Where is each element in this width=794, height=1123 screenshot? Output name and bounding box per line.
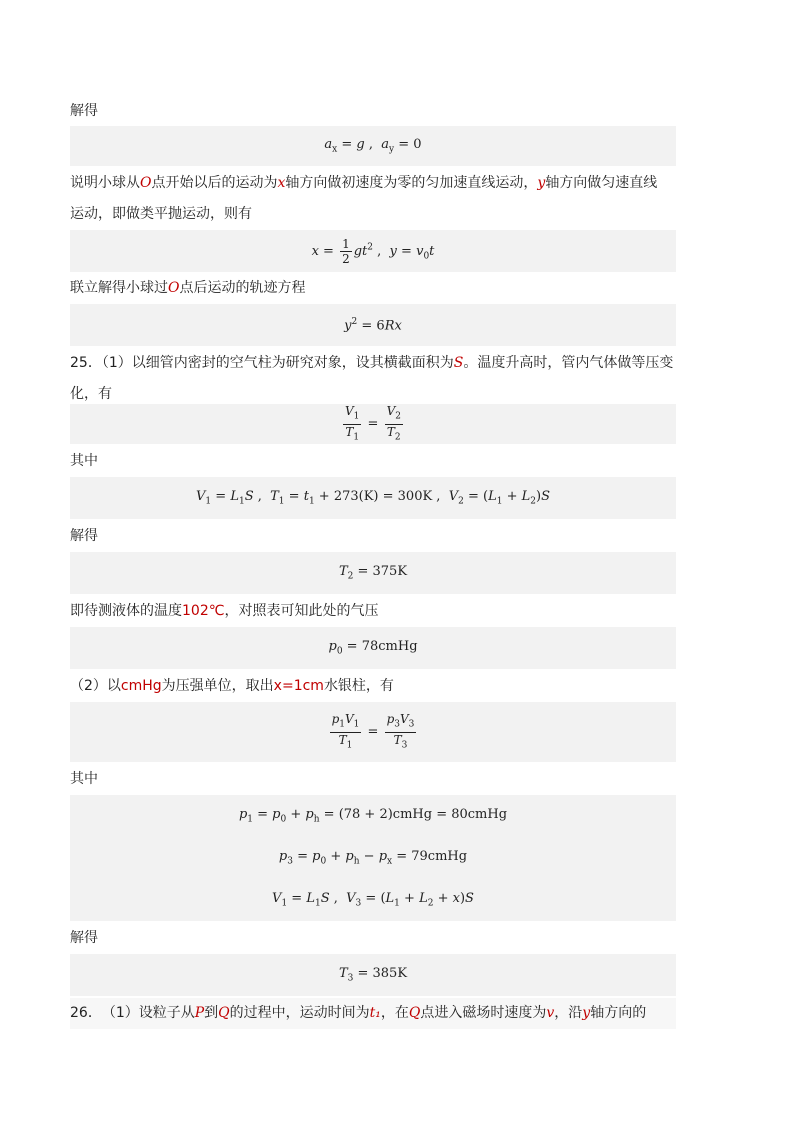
- text: 轴方向做初速度为零的匀加速直线运动，: [285, 175, 538, 191]
- text: 。温度升高时，管内气体做等压变: [463, 355, 674, 371]
- text-line: [70, 521, 676, 552]
- text: （2）以: [70, 678, 121, 694]
- text: ，沿: [554, 1005, 583, 1021]
- equation: $p_3 = p_0 + p_h - p_x$ = 79cmHg: [278, 849, 468, 867]
- text: 点后运动的轨迹方程: [179, 280, 306, 296]
- math-symbol: Q: [218, 1005, 230, 1021]
- equation: $a_x = g$ , $a_y = 0$: [324, 137, 422, 155]
- text: 联立解得小球过: [70, 280, 168, 296]
- text-line: [70, 998, 676, 1029]
- text-line: [70, 96, 676, 126]
- text-line: [70, 596, 676, 627]
- equation-block: [70, 552, 676, 594]
- text: 即待测液体的温度: [70, 603, 182, 619]
- math-symbol: t₁: [369, 1005, 381, 1021]
- text-line: [70, 348, 676, 379]
- equation-block: [70, 404, 676, 444]
- math-symbol: v: [546, 1005, 555, 1021]
- highlighted-value: cmHg: [120, 678, 162, 694]
- equation: $y^2 = 6Rx$: [344, 316, 402, 334]
- math-symbol: y: [537, 175, 546, 191]
- text: 的过程中，运动时间为: [229, 1005, 370, 1021]
- text: 水银柱，有: [323, 678, 394, 694]
- equation: x = $\frac{1}{2}$ $gt^2$ , $y = v_0t$: [311, 236, 435, 266]
- equation-block: [70, 954, 676, 996]
- equation-block: [70, 627, 676, 669]
- text: 为压强单位，取出: [161, 678, 274, 694]
- text: 轴方向的: [590, 1005, 647, 1021]
- math-symbol: O: [140, 175, 152, 191]
- text: ，在: [380, 1005, 409, 1021]
- text-line: [70, 671, 676, 702]
- text: 化，有: [70, 386, 112, 402]
- text: 26． （1）设粒子从: [70, 1005, 195, 1021]
- text: 25．（1）以细管内密封的空气柱为研究对象，设其横截面积为: [70, 355, 454, 371]
- text: 解得: [70, 528, 98, 544]
- equation: $V_1 = L_1S$ , $V_3 = (L_1 + L_2 + x)S$: [272, 891, 474, 909]
- equation-block: [70, 477, 676, 519]
- text: 点开始以后的运动为: [151, 175, 278, 191]
- text: 其中: [70, 453, 98, 469]
- math-symbol: O: [168, 280, 180, 296]
- equation: $T_3 = 385K$: [338, 966, 408, 984]
- text: 运动，即做类平抛运动，则有: [70, 206, 252, 222]
- highlighted-value: 102℃: [182, 603, 225, 619]
- text-line: [70, 764, 676, 795]
- equation-block: [70, 304, 676, 346]
- text-line: [70, 199, 676, 230]
- text: 解得: [70, 103, 98, 119]
- text-line: [70, 446, 676, 477]
- equation: $\frac{p_1V_1}{T_1}$ = $\frac{p_3V_3}{T_3}$: [331, 712, 415, 750]
- equation-block: [70, 837, 676, 879]
- text-line: [70, 168, 676, 199]
- equation-block: [70, 230, 676, 272]
- equation-block: [70, 702, 676, 762]
- math-symbol: y: [582, 1005, 591, 1021]
- text: 到: [204, 1005, 219, 1021]
- text: ，对照表可知此处的气压: [224, 603, 379, 619]
- equation: $V_1 = L_1S$ , $T_1 = t_1 + 273(K) = 300K$ , $V_2 = (L_1 + L_2)S$: [196, 489, 550, 507]
- equation-block: [70, 795, 676, 837]
- text: 其中: [70, 771, 98, 787]
- text-line: [70, 273, 676, 304]
- math-symbol: x: [277, 175, 286, 191]
- text: 解得: [70, 930, 98, 946]
- math-symbol: P: [194, 1005, 205, 1021]
- text: 说明小球从: [70, 175, 140, 191]
- document-page: [70, 96, 676, 1029]
- highlighted-value: x=1cm: [273, 678, 324, 694]
- equation-block: [70, 879, 676, 921]
- equation: $\frac{V_1}{T_1}$ = $\frac{V_2}{T_2}$: [345, 404, 401, 442]
- text: 轴方向做匀速直线: [545, 175, 658, 191]
- math-symbol: S: [453, 355, 464, 371]
- equation: $p_1 = p_0 + p_h = (78$ + 2)cmHg = 80cmHg: [238, 807, 508, 825]
- equation: $p_0$ = 78cmHg: [328, 639, 418, 657]
- text-line: [70, 923, 676, 954]
- equation-block: [70, 126, 676, 166]
- text: 点进入磁场时速度为: [420, 1005, 547, 1021]
- math-symbol: Q: [408, 1005, 421, 1021]
- equation: $T_2 = 375K$: [338, 564, 408, 582]
